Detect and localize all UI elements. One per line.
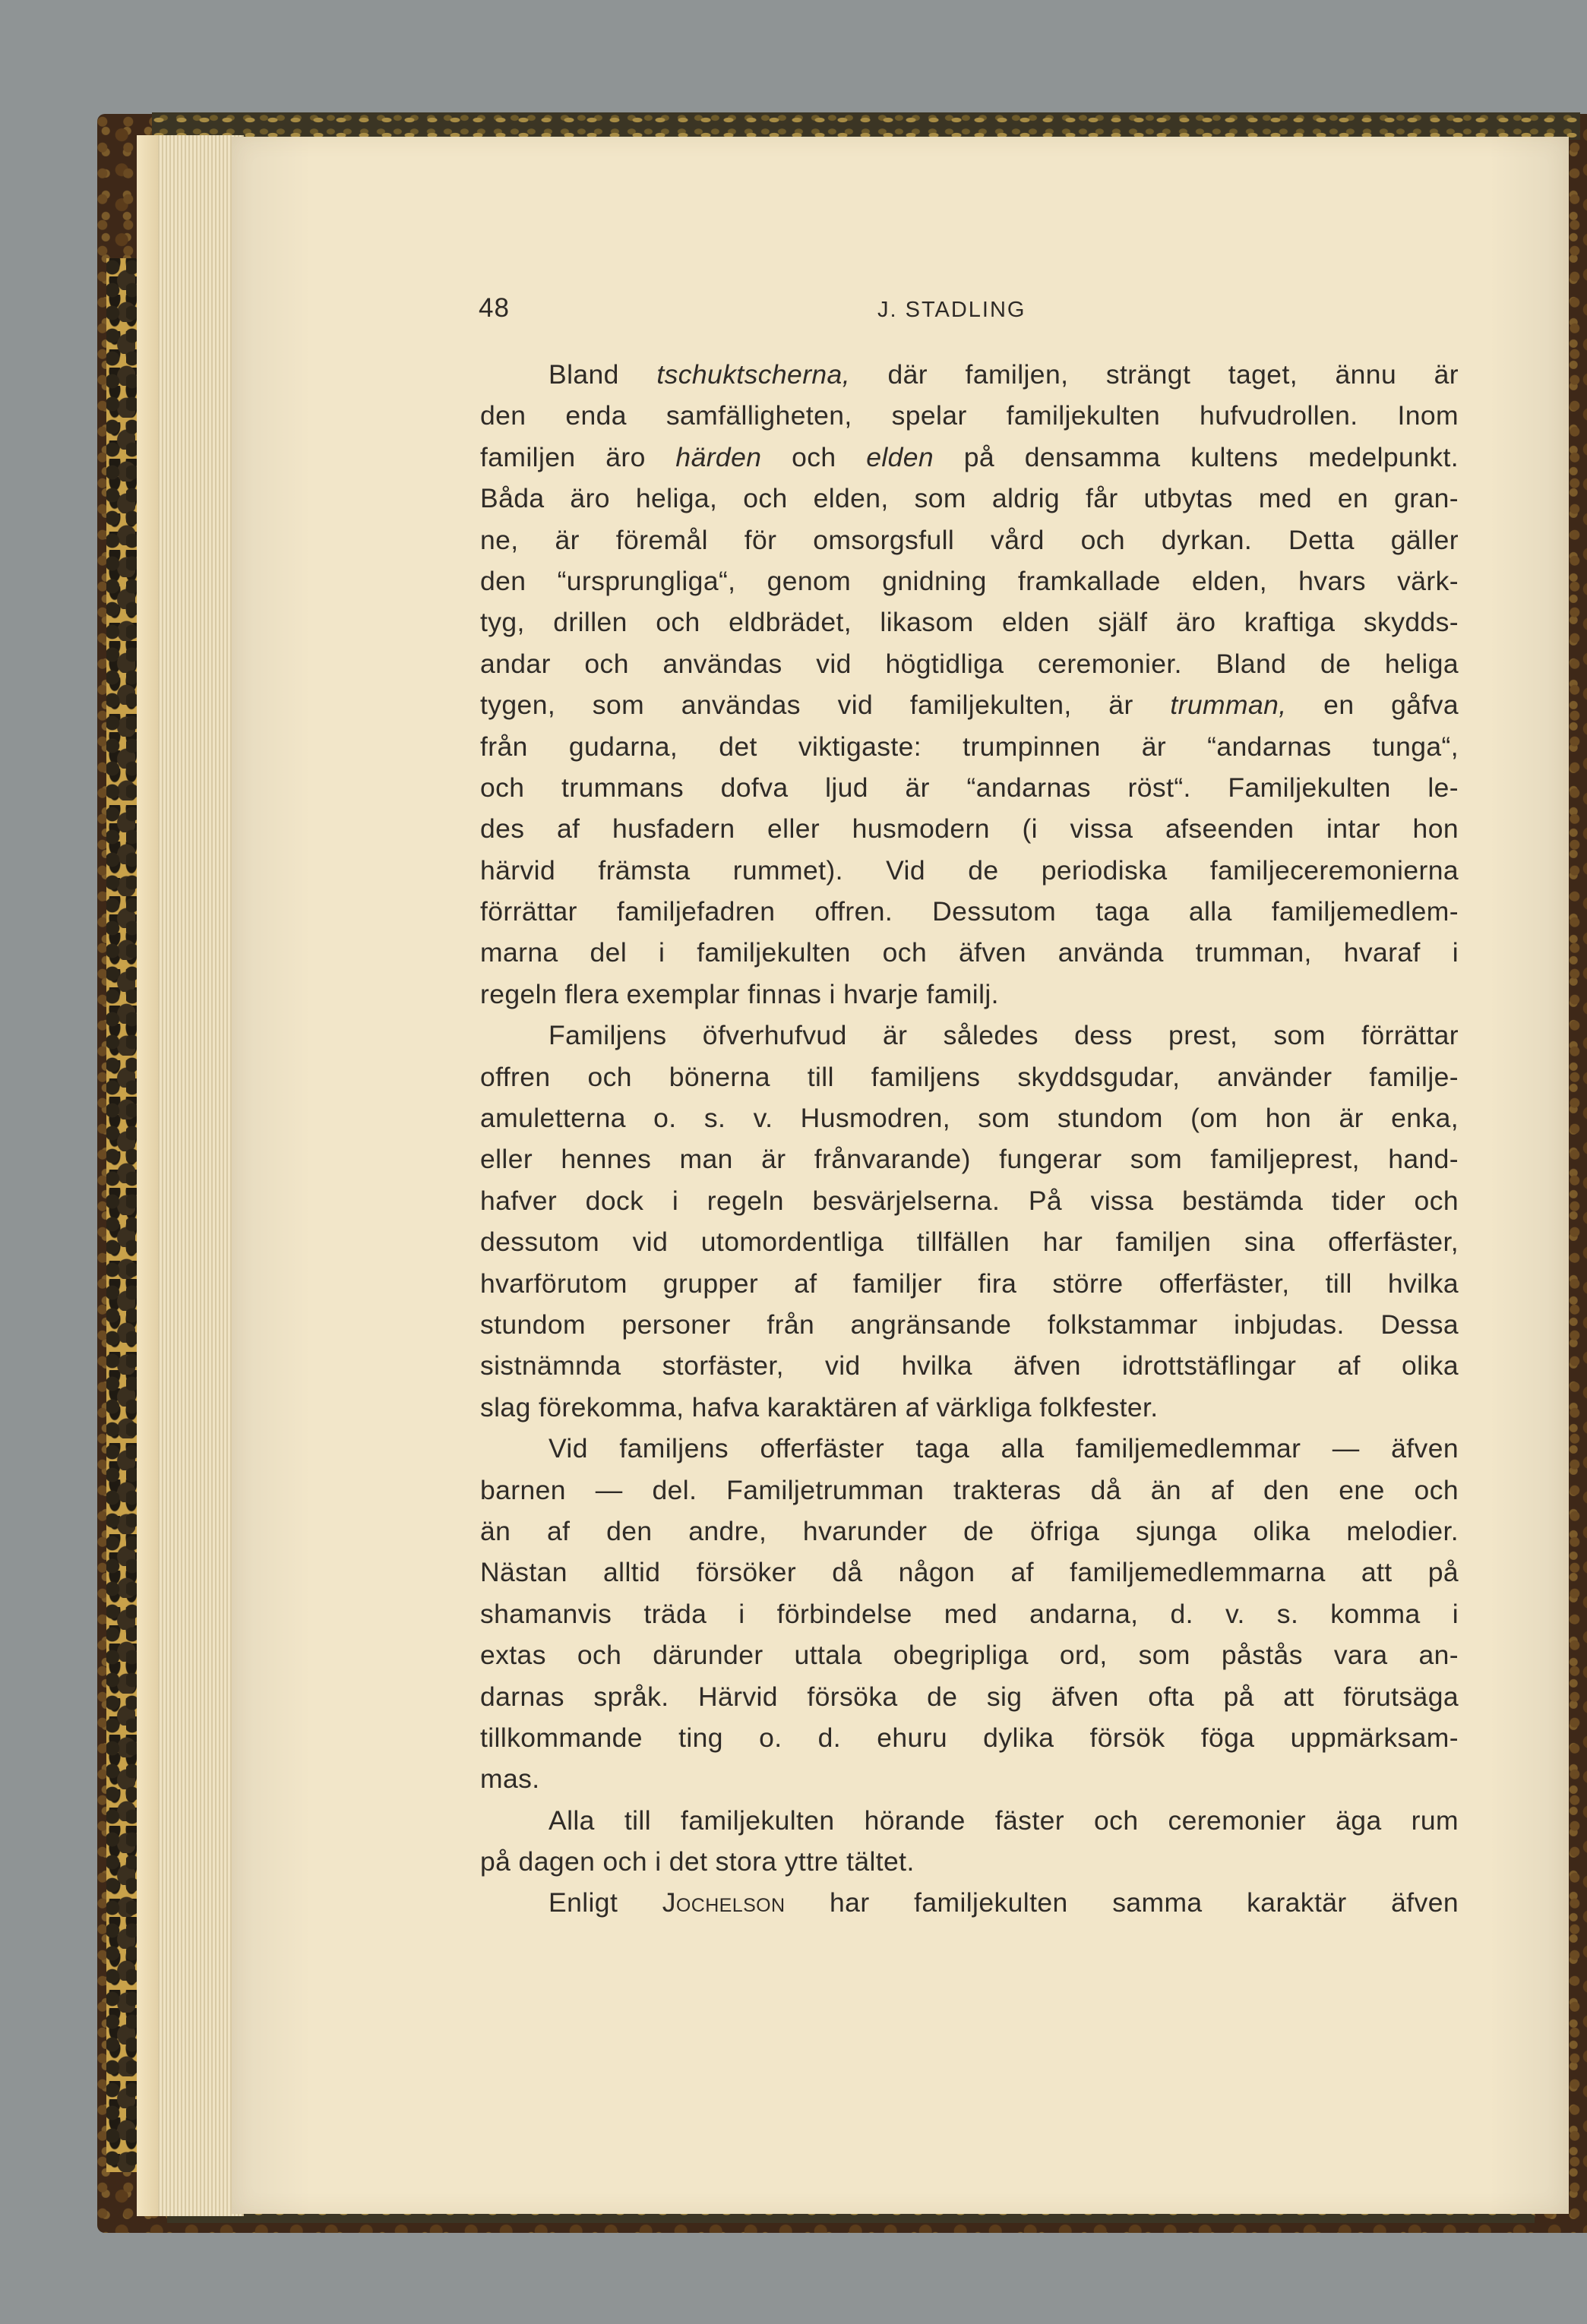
text-segment: familjen äro <box>480 441 676 472</box>
text-segment: Familjens öfverhufvud är således dess prest, som förrättar <box>548 1020 1459 1051</box>
text-segment: marna del i familjekulten och äfven använda trumman, hvaraf i <box>480 937 1459 968</box>
text-line <box>480 519 1459 560</box>
text-segment: trumman, <box>1170 690 1287 721</box>
text-line <box>480 1800 1459 1841</box>
text-segment: tschuktscherna, <box>656 359 850 390</box>
text-line <box>480 684 1459 725</box>
text-line <box>480 1263 1459 1304</box>
text-line <box>480 1676 1459 1717</box>
text-segment: andar och användas vid högtidliga ceremonier. Bland de heliga <box>480 648 1459 679</box>
text-segment: härden <box>675 441 762 472</box>
text-segment: tygen, som användas vid familjekulten, är <box>480 690 1171 721</box>
text-line <box>480 1138 1459 1179</box>
text-line <box>480 891 1459 932</box>
text-segment: Jochelson <box>662 1887 786 1918</box>
text-line <box>480 850 1459 891</box>
marbled-top-edge <box>152 112 1580 140</box>
text-segment: på dagen och i det stora yttre tältet. <box>480 1846 915 1877</box>
text-line <box>480 726 1459 767</box>
text-segment: den enda samfälligheten, spelar familjekulten hufvudrollen. Inom <box>480 400 1459 431</box>
text-segment: tillkommande ting o. d. ehuru dylika försök föga uppmärksam- <box>480 1722 1459 1753</box>
text-line <box>480 1056 1459 1097</box>
page-number: 48 <box>479 293 510 323</box>
text-line <box>480 767 1459 808</box>
text-segment: och <box>761 441 867 472</box>
text-segment: Alla till familjekulten hörande fäster och ceremonier äga rum <box>548 1805 1459 1836</box>
text-segment: än af den andre, hvarunder de öfriga sjunga olika melodier. <box>480 1515 1459 1546</box>
text-segment: regeln flera exemplar finnas i hvarje familj. <box>480 978 999 1009</box>
text-line <box>480 1511 1459 1552</box>
text-line <box>480 354 1459 395</box>
text-line <box>480 1221 1459 1262</box>
text-segment: offren och bönerna till familjens skyddsgudar, använder familje- <box>480 1061 1459 1092</box>
text-segment: hafver dock i regeln besvärjelserna. På vissa bestämda tider och <box>480 1185 1459 1216</box>
text-line <box>480 1717 1459 1758</box>
text-line <box>480 808 1459 849</box>
text-segment: extas och därunder uttala obegripliga ord, som påstås vara an- <box>480 1640 1459 1671</box>
text-line <box>480 643 1459 684</box>
text-line <box>480 1387 1459 1428</box>
page-stack-inner <box>137 135 158 2216</box>
text-line <box>480 437 1459 478</box>
text-segment: elden <box>866 441 934 472</box>
text-line <box>480 560 1459 602</box>
text-segment: den “ursprungliga“, genom gnidning framkallade elden, hvars värk- <box>480 565 1459 596</box>
text-segment: amuletterna o. s. v. Husmodren, som stundom (om hon är enka, <box>480 1103 1459 1134</box>
text-line <box>480 1634 1459 1675</box>
text-line <box>480 1552 1459 1593</box>
text-segment: darnas språk. Härvid försöka de sig äfven ofta på att förutsäga <box>480 1681 1459 1712</box>
text-segment: har familjekulten samma karaktär äfven <box>785 1887 1459 1918</box>
running-head: J. STADLING <box>877 298 1026 322</box>
text-segment: slag förekomma, hafva karaktären af värkliga folkfester. <box>480 1391 1159 1423</box>
text-line <box>480 1882 1459 1923</box>
text-segment: stundom personer från angränsande folkstammar inbjudas. Dessa <box>480 1309 1459 1340</box>
text-line <box>480 1758 1459 1799</box>
text-segment: förrättar familjefadren offren. Dessutom taga alla familjemedlem- <box>480 896 1459 927</box>
text-segment: Nästan alltid försöker då någon af familjemedlemmarna att på <box>480 1557 1459 1588</box>
text-segment: sistnämnda storfäster, vid hvilka äfven idrottstäflingar af olika <box>480 1350 1459 1381</box>
text-segment: Enligt <box>548 1887 662 1918</box>
text-line <box>480 1180 1459 1221</box>
body-text <box>480 354 1459 1924</box>
text-segment: härvid främsta rummet). Vid de periodiska familjeceremonierna <box>480 854 1459 886</box>
text-segment: där familjen, strängt taget, ännu är <box>849 359 1459 390</box>
text-segment: Vid familjens offerfäster taga alla familjemedlemmar — äfven <box>548 1433 1459 1464</box>
text-line <box>480 1304 1459 1345</box>
text-segment: en gåfva <box>1286 690 1459 721</box>
text-line <box>480 1593 1459 1634</box>
page-header <box>479 293 1466 339</box>
text-segment: hvarförutom grupper af familjer fira större offerfäster, till hvilka <box>480 1268 1459 1299</box>
text-segment: eller hennes man är frånvarande) fungerar som familjeprest, hand- <box>480 1144 1459 1175</box>
text-line <box>480 602 1459 643</box>
text-line <box>480 1841 1459 1882</box>
text-segment: och trummans dofva ljud är “andarnas röst“. Familjekulten le- <box>480 772 1459 803</box>
text-line <box>480 1345 1459 1386</box>
text-segment: dessutom vid utomordentliga tillfällen har familjen sina offerfäster, <box>480 1227 1459 1258</box>
text-segment: på densamma kultens medelpunkt. <box>934 441 1459 472</box>
text-segment: mas. <box>480 1764 540 1795</box>
text-line <box>480 1015 1459 1056</box>
text-line <box>480 1428 1459 1469</box>
text-segment: från gudarna, det viktigaste: trumpinnen är “andarnas tunga“, <box>480 731 1459 762</box>
text-line <box>480 932 1459 973</box>
text-segment: shamanvis träda i förbindelse med andarna, d. v. s. komma i <box>480 1598 1459 1629</box>
text-line <box>480 478 1459 519</box>
text-line <box>480 974 1459 1015</box>
text-segment: ne, är föremål för omsorgsfull vård och dyrkan. Detta gäller <box>480 524 1459 555</box>
text-segment: Bland <box>548 359 657 390</box>
text-line <box>480 1097 1459 1138</box>
text-segment: tyg, drillen och eldbrädet, likasom elden själf äro kraftiga skydds- <box>480 607 1459 638</box>
text-segment: Båda äro heliga, och elden, som aldrig får utbytas med en gran- <box>480 483 1459 514</box>
text-segment: barnen — del. Familjetrumman trakteras då än af den ene och <box>480 1474 1459 1505</box>
text-line <box>480 395 1459 436</box>
text-segment: des af husfadern eller husmodern (i vissa afseenden intar hon <box>480 813 1459 845</box>
text-line <box>480 1470 1459 1511</box>
